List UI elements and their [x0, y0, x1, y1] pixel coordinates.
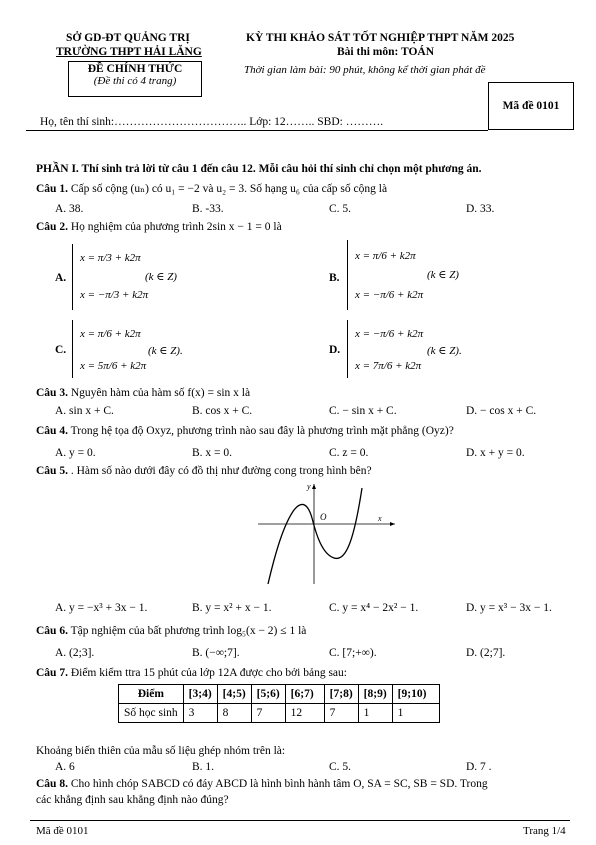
q5-o-label: O — [320, 512, 327, 522]
q7-row-cell: Số học sinh — [119, 704, 184, 723]
footer-page-number: Trang 1/4 — [523, 825, 566, 837]
q7-header-cell: [7;8) — [324, 685, 358, 704]
q2-option-b[interactable]: B. — [329, 272, 340, 284]
q6-text: Tập nghiệm của bất phương trình log₅(x − 2) ≤ 1 là — [70, 625, 307, 637]
q1-option-c[interactable]: C. 5. — [329, 203, 352, 215]
q4-label: Câu 4. — [36, 425, 68, 437]
q7-row-cell: 12 — [285, 704, 324, 723]
q2-d-line2: x = 7π/6 + k2π — [355, 360, 422, 372]
q2-d-brace — [347, 320, 348, 378]
question-5 — [36, 465, 372, 477]
q2-option-c[interactable]: C. — [55, 344, 67, 356]
q2-c-k: (k ∈ Z). — [148, 345, 183, 357]
q5-option-b[interactable]: B. y = x² + x − 1. — [192, 602, 272, 614]
q6-option-a[interactable]: A. (2;3]. — [55, 647, 95, 659]
q7-option-b[interactable]: B. 1. — [192, 761, 215, 773]
q5-option-d[interactable]: D. y = x³ − 3x − 1. — [466, 602, 552, 614]
q8-text: Cho hình chóp SABCD có đáy ABCD là hình bình hành tâm O, SA = SC, SB = SD. Trong — [70, 778, 488, 790]
q7-row-cell: 7 — [324, 704, 358, 723]
question-4 — [36, 425, 454, 437]
q8-label: Câu 8. — [36, 778, 68, 790]
exam-title: KỲ THI KHẢO SÁT TỐT NGHIỆP THPT NĂM 2025 — [246, 32, 515, 44]
question-1 — [36, 181, 387, 195]
q7-option-a[interactable]: A. 6 — [55, 761, 75, 773]
official-label: ĐỀ CHÍNH THỨC — [87, 63, 183, 75]
exam-code-box — [488, 82, 574, 130]
q7-row-cell: 3 — [183, 704, 217, 723]
q7-header-cell: [6;7) — [285, 685, 324, 704]
subject-title: Bài thi môn: TOÁN — [337, 46, 435, 58]
q2-c-line1: x = π/6 + k2π — [80, 328, 141, 340]
q2-b-line1: x = π/6 + k2π — [355, 250, 416, 262]
q7-header-cell: [9;10) — [392, 685, 439, 704]
q5-x-arrow — [390, 522, 395, 526]
exam-code: Mã đề 0101 — [502, 100, 560, 112]
q7-header-cell: [4;5) — [217, 685, 251, 704]
q3-label: Câu 3. — [36, 387, 68, 399]
q4-option-b[interactable]: B. x = 0. — [192, 447, 233, 459]
q7-row-cell: 7 — [251, 704, 285, 723]
q1-option-d[interactable]: D. 33. — [466, 203, 495, 215]
q1-option-a[interactable]: A. 38. — [55, 203, 84, 215]
header-divider — [26, 130, 488, 131]
q6-option-b[interactable]: B. (−∞;7]. — [192, 647, 240, 659]
q1-text: Cấp số cộng (uₙ) có u₁ = −2 và u₂ = 3. Số hạng u₆ của cấp số cộng là — [70, 183, 388, 195]
q7-row-cell: 1 — [358, 704, 392, 723]
q4-option-a[interactable]: A. y = 0. — [55, 447, 96, 459]
part1-heading: PHẦN I. Thí sinh trả lời từ câu 1 đến câu 12. Mỗi câu hỏi thí sinh chỉ chọn một phương án. — [36, 163, 482, 175]
q7-row-cell: 1 — [392, 704, 439, 723]
q7-table — [118, 684, 440, 723]
q2-a-k: (k ∈ Z) — [145, 271, 177, 283]
q2-option-a[interactable]: A. — [55, 272, 67, 284]
q7-row-cell: 8 — [217, 704, 251, 723]
pages-note: (Đề thi có 4 trang) — [93, 75, 177, 87]
q2-option-d[interactable]: D. — [329, 344, 341, 356]
q2-a-line1: x = π/3 + k2π — [80, 252, 141, 264]
question-3 — [36, 387, 250, 399]
q2-a-brace — [72, 244, 73, 310]
q2-label: Câu 2. — [36, 221, 68, 233]
q2-a-line2: x = −π/3 + k2π — [80, 289, 149, 301]
q7-option-d[interactable]: D. 7 . — [466, 761, 492, 773]
footer-divider — [30, 820, 570, 821]
question-8 — [36, 778, 488, 790]
q5-option-a[interactable]: A. y = −x³ + 3x − 1. — [55, 602, 148, 614]
q7-label: Câu 7. — [36, 667, 68, 679]
q5-graph — [250, 480, 400, 588]
q7-header-cell: Điểm — [119, 685, 184, 704]
q3-option-d[interactable]: D. − cos x + C. — [466, 405, 537, 417]
q2-d-k: (k ∈ Z). — [427, 345, 462, 357]
q5-curve — [268, 488, 362, 584]
q6-label: Câu 6. — [36, 625, 68, 637]
q2-b-brace — [347, 240, 348, 310]
q2-b-line2: x = −π/6 + k2π — [355, 289, 424, 301]
q7-question: Khoảng biến thiên của mẫu số liệu ghép nhóm trên là: — [36, 745, 286, 757]
q3-option-b[interactable]: B. cos x + C. — [192, 405, 253, 417]
q4-text: Trong hệ tọa độ Oxyz, phương trình nào sau đây là phương trình mặt phẳng (Oyz)? — [70, 425, 454, 437]
q5-x-label: x — [378, 514, 382, 523]
q2-text: Họ nghiệm của phương trình 2sin x − 1 = 0 là — [70, 221, 282, 233]
time-note: Thời gian làm bài: 90 phút, không kể thời gian phát đề — [244, 64, 486, 76]
q7-header-cell: [8;9) — [358, 685, 392, 704]
q7-table-row — [119, 704, 440, 723]
q4-option-d[interactable]: D. x + y = 0. — [466, 447, 525, 459]
q5-text: . Hàm số nào dưới đây có đồ thị như đường cong trong hình bên? — [70, 465, 372, 477]
q2-b-k: (k ∈ Z) — [427, 269, 459, 281]
q3-option-c[interactable]: C. − sin x + C. — [329, 405, 397, 417]
q7-header-cell: [3;4) — [183, 685, 217, 704]
official-box — [68, 61, 202, 97]
q3-text: Nguyên hàm của hàm số f(x) = sin x là — [70, 387, 251, 399]
q7-table-header-row — [119, 685, 440, 704]
q2-d-line1: x = −π/6 + k2π — [355, 328, 424, 340]
q3-option-a[interactable]: A. sin x + C. — [55, 405, 114, 417]
q5-label: Câu 5. — [36, 465, 68, 477]
department-name: SỞ GD-ĐT QUẢNG TRỊ — [66, 32, 190, 44]
student-info-line: Họ, tên thí sinh:…………………………….. Lớp: 12…….. SBD: ………. — [40, 116, 384, 128]
q8-text-line2: các khẳng định sau khẳng định nào đúng? — [36, 794, 229, 806]
q5-y-label: y — [307, 482, 311, 491]
q1-option-b[interactable]: B. -33. — [192, 203, 224, 215]
q4-option-c[interactable]: C. z = 0. — [329, 447, 369, 459]
q7-text: Điểm kiểm ttra 15 phút của lớp 12A được cho bởi bảng sau: — [70, 667, 347, 679]
q2-c-brace — [72, 320, 73, 378]
q7-option-c[interactable]: C. 5. — [329, 761, 352, 773]
question-7 — [36, 667, 347, 679]
q2-c-line2: x = 5π/6 + k2π — [80, 360, 147, 372]
q5-y-arrow — [312, 484, 316, 489]
q6-option-d[interactable]: D. (2;7]. — [466, 647, 506, 659]
q6-option-c[interactable]: C. [7;+∞). — [329, 647, 377, 659]
school-name: TRƯỜNG THPT HẢI LĂNG — [56, 46, 202, 58]
q5-option-c[interactable]: C. y = x⁴ − 2x² − 1. — [329, 602, 419, 614]
q1-label: Câu 1. — [36, 183, 68, 195]
question-2 — [36, 221, 282, 233]
footer-exam-code: Mã đề 0101 — [36, 825, 89, 837]
question-6 — [36, 625, 306, 637]
q7-header-cell: [5;6) — [251, 685, 285, 704]
